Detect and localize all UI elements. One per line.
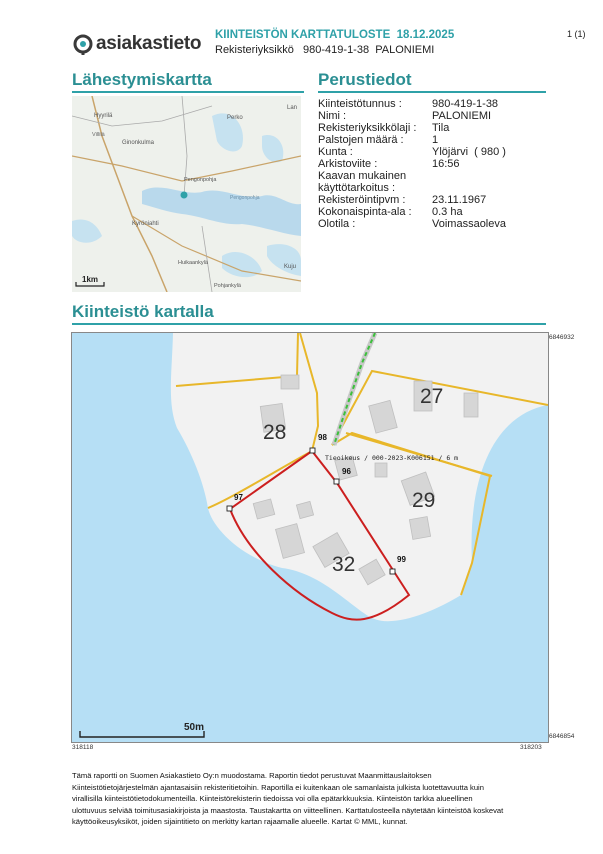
scale-label: 50m — [184, 722, 205, 733]
logo — [72, 32, 212, 58]
coord-bottom-left: 318118 — [72, 744, 94, 751]
info-label: Palstojen määrä : — [318, 134, 404, 146]
place-label: Kyröniahti — [132, 221, 159, 227]
place-label: Ginonkulma — [122, 140, 155, 146]
place-label: Lan — [287, 105, 298, 111]
coord-bottom-right: 6846854 — [549, 733, 575, 740]
place-label: Villilä — [92, 132, 105, 138]
info-label: Olotila : — [318, 218, 356, 230]
footer-line: ulottuvuus selviää toimitusasiakirjoista ja maastosta. Taustakartta on viitteellinen. Karttatulosteella näytetään kiinteistöä koskevat — [72, 805, 504, 815]
footer-disclaimer — [72, 770, 548, 828]
footer-line: Tämä raportti on Suomen Asiakastieto Oy:n muodostama. Raportin tiedot perustuvat Maanmittauslaitoksen — [72, 771, 432, 780]
section-rule — [318, 91, 546, 93]
place-label: Pengonpohja — [230, 195, 260, 201]
info-value: 0.3 ha — [432, 206, 463, 218]
parcel-number: 27 — [420, 385, 444, 408]
basic-info-table — [318, 98, 548, 274]
info-value: Voimassaoleva — [432, 218, 506, 230]
parcel-number: 32 — [332, 553, 356, 576]
info-label: Nimi : — [318, 110, 347, 122]
footer-line: virallisilla kiinteistötietodokumenteilla. Kiinteistörekisterin tiedoissa voi olla epätarkkuuksia. Kiinteistön tarkka alueellinen — [72, 794, 473, 804]
section-rule — [72, 323, 546, 325]
info-label: Rekisteriyksikkölaji : — [318, 122, 417, 134]
info-label: Kokonaispinta-ala : — [318, 206, 412, 218]
logo-pin-icon — [72, 34, 94, 56]
section-title-basic: Perustiedot — [318, 70, 412, 89]
info-value: Ylöjärvi ( 980 ) — [432, 146, 506, 158]
section-title-overview: Lähestymiskartta — [72, 70, 212, 89]
document-date: 18.12.2025 — [396, 29, 455, 41]
info-value: 1 — [432, 134, 439, 146]
scale-label: 1km — [82, 275, 99, 284]
page-number: 1 (1) — [567, 29, 586, 39]
info-value: 980-419-1-38 — [432, 98, 499, 110]
place-label: Pengonpohja — [184, 177, 217, 183]
footer-line: Kiinteistötietojärjestelmän ajantasaisiin rekisteritietoihin. Raportilla ei kuitenkaan ole samanlaista julkista luotettavuutta kuin — [72, 782, 484, 792]
logo-text: asiakastieto — [96, 33, 202, 54]
info-label: Rekisteröintipvm : — [318, 194, 406, 206]
document-title: KIINTEISTÖN KARTTATULOSTE 18.12.2025 — [215, 29, 455, 41]
info-value: 23.11.1967 — [432, 194, 487, 206]
coord-top-right: 6846932 — [549, 334, 575, 341]
footer-line: käyttöoikeusyksiköt, joiden sijaintitieto on merkitty kartan rajaamalle alueelle. Kartat © MML, kunnat. — [72, 817, 408, 827]
document-subtitle: Rekisteriyksikkö 980-419-1-38 PALONIEMI — [215, 44, 435, 56]
point-label: 97 — [234, 493, 243, 502]
info-label: Arkistoviite : — [318, 158, 378, 170]
place-label: Pohjankylä — [214, 283, 241, 289]
parcel-number: 28 — [263, 421, 287, 444]
point-label: 96 — [342, 467, 351, 476]
place-label: Perko — [227, 115, 243, 121]
info-label: Kaavan mukainen — [318, 170, 407, 182]
point-label: 99 — [397, 555, 406, 564]
overview-map[interactable] — [72, 96, 301, 292]
section-rule — [72, 91, 304, 93]
info-value: PALONIEMI — [432, 110, 492, 122]
info-label: Kiinteistötunnus : — [318, 98, 402, 110]
info-value: 16:56 — [432, 158, 460, 170]
place-label: Huikaankylä — [178, 260, 208, 266]
property-map[interactable] — [71, 332, 549, 743]
section-title-property-map: Kiinteistö kartalla — [72, 302, 214, 321]
coord-bottom-center: 318203 — [520, 744, 542, 751]
point-label: 98 — [318, 433, 327, 442]
info-label: Kunta : — [318, 146, 353, 158]
road-right-label: Tieoikeus / 000-2023-K006151 / 6 m — [325, 454, 459, 462]
property-map-graphic — [72, 333, 548, 742]
info-value: Tila — [432, 122, 450, 134]
info-label: käyttötarkoitus : — [318, 182, 396, 194]
place-label: Kuju — [284, 264, 297, 270]
parcel-number: 29 — [412, 489, 436, 512]
place-label: Hyyrilä — [94, 113, 113, 119]
